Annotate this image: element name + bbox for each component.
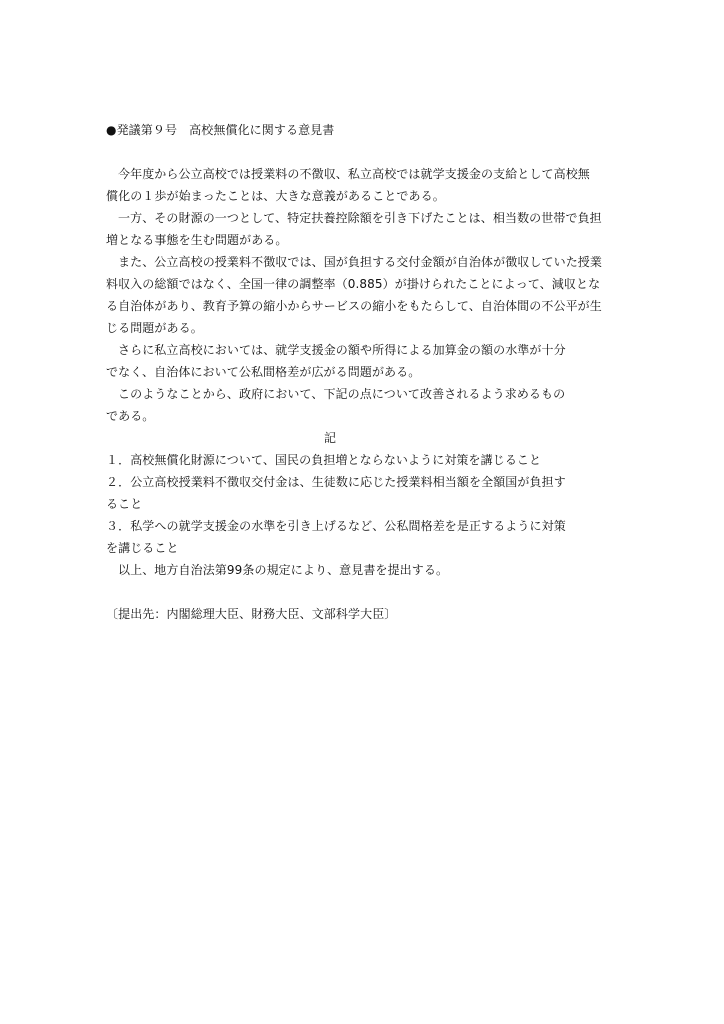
body-line: る自治体があり、教育予算の縮小からサービスの縮小をもたらして、自治体間の不公平が生 [106, 299, 602, 313]
body-line: このようなことから、政府において、下記の点について改善されるよう求めるもの [118, 387, 566, 401]
list-item: ること [106, 497, 143, 511]
list-item: ３．私学への就学支援金の水準を引き上げるなど、公私間格差を是正するように対策 [106, 519, 566, 533]
body-line: また、公立高校の授業料不徴収では、国が負担する交付金額が自治体が徴収していた授業 [118, 255, 603, 269]
body-line: 料収入の総額ではなく、全国一律の調整率（0.885）が掛けられたことによって、減収とな [106, 277, 601, 291]
list-item: ２．公立高校授業料不徴収交付金は、生徒数に応じた授業料相当額を全額国が負担す [106, 475, 566, 489]
list-item: を講じること [106, 541, 179, 555]
closing-statement: 以上、地方自治法第99条の規定により、意見書を提出する。 [118, 563, 449, 577]
document-title: ●発議第９号 高校無償化に関する意見書 [106, 123, 335, 137]
body-line: 今年度から公立高校では授業料の不徴収、私立高校では就学支援金の支給として高校無 [118, 167, 590, 181]
body-line: 一方、その財源の一つとして、特定扶養控除額を引き下げたことは、相当数の世帯で負担 [118, 211, 602, 225]
body-line: 償化の１歩が始まったことは、大きな意義があることである。 [106, 189, 445, 203]
body-line: でなく、自治体において公私間格差が広がる問題がある。 [106, 365, 421, 379]
list-item: １．高校無償化財源について、国民の負担増とならないように対策を講じること [106, 453, 542, 467]
body-line: である。 [106, 409, 155, 423]
body-line: じる問題がある。 [106, 321, 203, 335]
record-mark: 記 [324, 431, 337, 445]
body-line: さらに私立高校においては、就学支援金の額や所得による加算金の額の水準が十分 [118, 343, 566, 357]
body-line: 増となる事態を生む問題がある。 [106, 233, 288, 247]
submission-recipients: 〔提出先：内閣総理大臣、財務大臣、文部科学大臣〕 [106, 607, 397, 621]
